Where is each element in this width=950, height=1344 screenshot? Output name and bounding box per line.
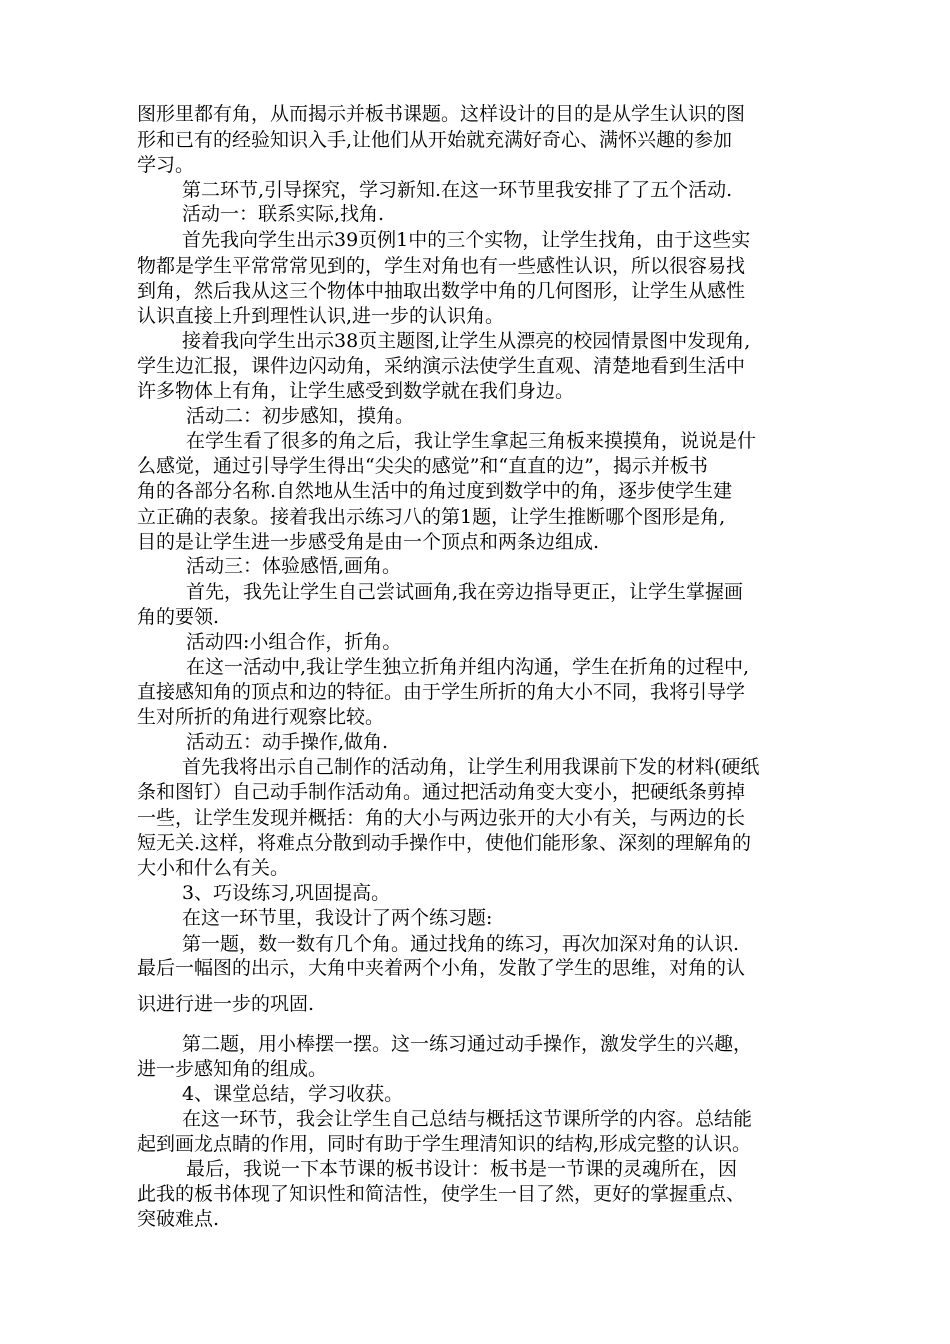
text-line: 在这一环节里，我设计了两个练习题: xyxy=(182,907,493,929)
text-line: 形和已有的经验知识入手,让他们从开始就充满好奇心、满怀兴趣的参加 xyxy=(137,129,733,151)
text-line: 在这一活动中,我让学生独立折角并组内沟通，学生在折角的过程中, xyxy=(186,656,750,678)
text-line: 么感觉，通过引导学生得出“尖尖的感觉”和“直直的边”，揭示并板书 xyxy=(137,455,708,477)
text-line: 条和图钉）自己动手制作活动角。通过把活动角变大变小，把硬纸条剪掉 xyxy=(137,781,746,803)
text-line: 第二环节,引导探究，学习新知.在这一环节里我安排了了五个活动. xyxy=(182,179,733,201)
text-line: 角的要领. xyxy=(137,606,220,628)
text-line: 活动二：初步感知，摸角。 xyxy=(186,405,415,427)
text-line: 最后一幅图的出示，大角中夹着两个小角，发散了学生的思维，对角的认 xyxy=(137,957,746,979)
text-line: 角的各部分名称.自然地从生活中的角过度到数学中的角，逐步使学生建 xyxy=(137,480,733,502)
text-line: 第一题，数一数有几个角。通过找角的练习，再次加深对角的认识. xyxy=(182,933,740,955)
text-line: 识进行进一步的巩固. xyxy=(137,993,315,1015)
text-line: 大小和什么有关。 xyxy=(137,857,290,879)
text-line: 到角，然后我从这三个物体中抽取出数学中角的几何图形，让学生从感性 xyxy=(137,280,746,302)
text-line: 突破难点. xyxy=(137,1208,220,1230)
text-line: 学生边汇报，课件边闪动角，采纳演示法使学生直观、清楚地看到生活中 xyxy=(137,355,746,377)
text-line: 短无关.这样，将难点分散到动手操作中，使他们能形象、深刻的理解角的 xyxy=(137,832,752,854)
text-line: 进一步感知角的组成。 xyxy=(137,1058,328,1080)
text-line: 在学生看了很多的角之后，我让学生拿起三角板来摸摸角，说说是什 xyxy=(186,430,757,452)
text-line: 活动五：动手操作,做角. xyxy=(186,731,389,753)
text-line: 首先我将出示自己制作的活动角，让学生利用我课前下发的材料(硬纸 xyxy=(182,756,760,778)
text-line: 直接感知角的顶点和边的特征。由于学生所折的角大小不同，我将引导学 xyxy=(137,681,746,703)
text-line: 3、巧设练习,巩固提高。 xyxy=(182,882,391,904)
text-line: 图形里都有角，从而揭示并板书课题。这样设计的目的是从学生认识的图 xyxy=(137,103,746,125)
text-line: 学习。 xyxy=(137,154,195,176)
text-line: 活动三：体验感悟,画角。 xyxy=(186,555,402,577)
text-line: 最后，我说一下本节课的板书设计：板书是一节课的灵魂所在，因 xyxy=(186,1158,738,1180)
text-line: 生对所折的角进行观察比较。 xyxy=(137,706,385,728)
text-line: 此我的板书体现了知识性和简洁性，使学生一目了然，更好的掌握重点、 xyxy=(137,1183,746,1205)
text-line: 立正确的表象。接着我出示练习八的第1题，让学生推断哪个图形是角, xyxy=(137,506,726,528)
text-line: 许多物体上有角，让学生感受到数学就在我们身边。 xyxy=(137,380,575,402)
text-line: 目的是让学生进一步感受角是由一个顶点和两条边组成. xyxy=(137,531,600,553)
text-line: 活动一：联系实际,找角. xyxy=(182,203,385,225)
text-line: 活动四:小组合作，折角。 xyxy=(186,631,402,653)
text-line: 一些，让学生发现并概括：角的大小与两边张开的大小有关，与两边的长 xyxy=(137,807,746,829)
text-line: 首先我向学生出示39页例1中的三个实物，让学生找角，由于这些实 xyxy=(182,229,751,251)
text-line: 第二题，用小棒摆一摆。这一练习通过动手操作，激发学生的兴趣， xyxy=(182,1033,753,1055)
text-line: 首先，我先让学生自己尝试画角,我在旁边指导更正，让学生掌握画 xyxy=(186,581,744,603)
text-line: 起到画龙点睛的作用，同时有助于学生理清知识的结构,形成完整的认识。 xyxy=(137,1133,752,1155)
text-line: 接着我向学生出示38页主题图,让学生从漂亮的校园情景图中发现角, xyxy=(182,330,751,352)
text-line: 物都是学生平常常常见到的，学生对角也有一些感性认识，所以很容易找 xyxy=(137,255,746,277)
text-line: 在这一环节，我会让学生自己总结与概括这节课所学的内容。总结能 xyxy=(182,1108,753,1130)
text-line: 认识直接上升到理性认识,进一步的认识角。 xyxy=(137,305,505,327)
text-line: 4、课堂总结，学习收获。 xyxy=(182,1083,404,1105)
